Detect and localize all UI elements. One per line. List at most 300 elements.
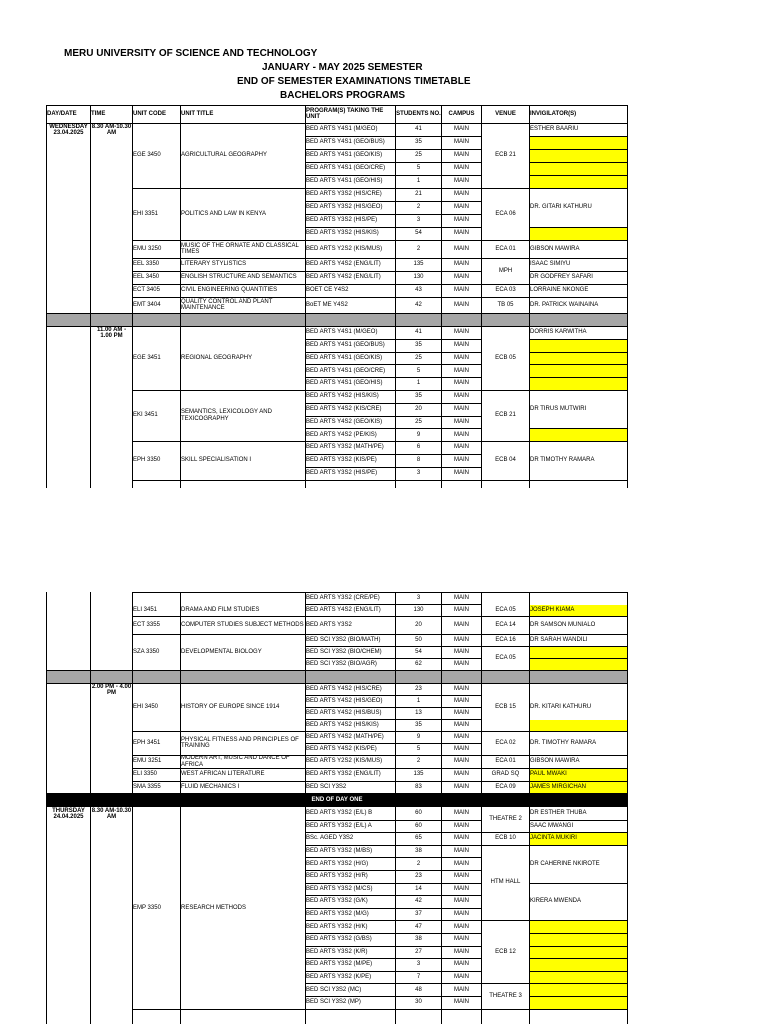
column-rule (46, 592, 47, 1024)
invigilator-blank-highlight (530, 947, 628, 959)
campus-cell: MAIN (454, 860, 469, 867)
program-cell: BED SCI Y3S2 (MC) (306, 986, 362, 993)
column-rule (180, 105, 181, 488)
campus-cell: MAIN (454, 342, 469, 349)
venue-cell: ECB 05 (495, 354, 516, 361)
invigilator-cell: DR CAHERINE NKIROTE (530, 860, 600, 867)
program-cell: BED ARTS Y3S2 (M/BS) (306, 847, 373, 854)
program-cell: BED ARTS Y3S2 (HIS/PE) (306, 217, 378, 224)
campus-cell: MAIN (454, 923, 469, 930)
campus-cell: MAIN (454, 783, 469, 790)
campus-cell: MAIN (454, 636, 469, 643)
students-cell: 62 (415, 660, 422, 667)
unit-title: AGRICULTURAL GEOGRAPHY (181, 152, 268, 159)
program-cell: BED ARTS Y3S2 (M/G) (306, 910, 369, 917)
students-cell: 20 (415, 621, 422, 628)
column-rule (46, 105, 47, 488)
venue-cell: ECA 02 (495, 739, 516, 746)
venue-cell: ECA 01 (495, 245, 516, 252)
students-cell: 135 (413, 771, 424, 778)
venue-cell: ECB 04 (495, 457, 516, 464)
unit-code: EHI 3450 (133, 703, 159, 710)
students-cell: 7 (416, 973, 421, 980)
students-cell: 42 (415, 301, 422, 308)
campus-cell: MAIN (454, 301, 469, 308)
program-cell: BED ARTS Y4S1 (M/GEO) (306, 329, 378, 336)
column-rule (529, 592, 530, 1024)
column-header-time: TIME (91, 110, 106, 117)
row-rule (529, 1009, 628, 1010)
invigilator-cell: DR. TIMOTHY RAMARA (530, 739, 597, 746)
program-cell: BED ARTS Y4S2 (HIS/KIS) (306, 393, 379, 400)
program-cell: BED ARTS Y4S1 (M/GEO) (306, 126, 378, 133)
students-cell: 6 (416, 444, 421, 451)
venue-cell: GRAD SQ (491, 771, 520, 778)
venue-cell: ECA 16 (495, 636, 516, 643)
campus-cell: MAIN (454, 245, 469, 252)
campus-cell: MAIN (454, 621, 469, 628)
invigilator-blank-highlight (530, 228, 628, 240)
students-cell: 35 (415, 342, 422, 349)
unit-code: EEL 3350 (133, 261, 160, 268)
exam-title: END OF SEMESTER EXAMINATIONS TIMETABLE (237, 76, 471, 87)
campus-cell: MAIN (454, 910, 469, 917)
timetable-page-2 (46, 592, 628, 1024)
unit-code: ECT 3355 (133, 621, 160, 628)
campus-cell: MAIN (454, 660, 469, 667)
invigilator-cell: DORRIS KARWITHA (530, 329, 587, 336)
campus-cell: MAIN (454, 393, 469, 400)
venue-cell: ECB 15 (495, 703, 516, 710)
students-cell: 3 (416, 594, 421, 601)
students-cell: 1 (416, 380, 421, 387)
unit-title: COMPUTER STUDIES SUBJECT METHODS (181, 621, 304, 628)
unit-title: PHYSICAL FITNESS AND PRINCIPLES OF TRAINING (181, 736, 299, 749)
invigilator-blank-highlight (530, 365, 628, 377)
campus-cell: MAIN (454, 606, 469, 613)
campus-cell: MAIN (454, 648, 469, 655)
invigilator-blank-highlight (530, 984, 628, 996)
venue-cell: ECA 09 (495, 783, 516, 790)
column-rule (90, 105, 91, 488)
students-cell: 21 (415, 191, 422, 198)
students-cell: 41 (415, 329, 422, 336)
campus-cell: MAIN (454, 354, 469, 361)
invigilator-blank-highlight (530, 176, 628, 188)
unit-title: CIVIL ENGINEERING QUANTITIES (181, 287, 278, 294)
program-title: BACHELORS PROGRAMS (280, 90, 406, 101)
row-rule (46, 326, 628, 327)
students-cell: 50 (415, 636, 422, 643)
students-cell: 3 (416, 217, 421, 224)
campus-cell: MAIN (454, 178, 469, 185)
invigilator-blank-highlight (530, 720, 628, 731)
campus-cell: MAIN (454, 418, 469, 425)
unit-title: WEST AFRICAN LITERATURE (181, 771, 265, 778)
unit-title: MODERN ART, MUSIC AND DANCE OF AFRICA (181, 755, 290, 768)
program-cell: BED ARTS Y3S2 (H/G) (306, 860, 369, 867)
students-cell: 2 (416, 860, 421, 867)
program-cell: BED ARTS Y4S2 (ENG/LIT) (306, 606, 381, 613)
invigilator-cell: DR. GITARI KATHURU (530, 204, 592, 211)
campus-cell: MAIN (454, 204, 469, 211)
invigilator-cell: DR. KITARI KATHURU (530, 703, 592, 710)
campus-cell: MAIN (454, 973, 469, 980)
invigilator-blank-highlight (530, 921, 628, 933)
campus-cell: MAIN (454, 261, 469, 268)
students-cell: 130 (413, 274, 424, 281)
invigilator-cell: ESTHER BAARIU (530, 126, 579, 133)
students-cell: 27 (415, 948, 422, 955)
program-cell: BED ARTS Y4S2 (ENG/LIT) (306, 274, 381, 281)
students-cell: 37 (415, 910, 422, 917)
campus-cell: MAIN (454, 999, 469, 1006)
program-cell: BED ARTS Y3S2 (HIS/PE) (306, 470, 378, 477)
program-cell: BED ARTS Y4S1 (GEO/CRE) (306, 367, 386, 374)
students-cell: 8 (416, 457, 421, 464)
program-cell: BED ARTS Y3S2 (G/BS) (306, 936, 372, 943)
invigilator-blank-highlight (530, 163, 628, 175)
program-cell: BED ARTS Y3S2 (K/R) (306, 948, 368, 955)
column-rule (395, 105, 396, 488)
students-cell: 35 (415, 721, 422, 728)
column-rule (395, 592, 396, 1024)
program-cell: BED ARTS Y4S1 (GEO/BUS) (306, 139, 385, 146)
column-rule (441, 592, 442, 1024)
invigilator-cell: DR SARAH WANDILI (530, 636, 588, 643)
campus-cell: MAIN (454, 470, 469, 477)
students-cell: 54 (415, 230, 422, 237)
students-cell: 65 (415, 835, 422, 842)
column-header-title: UNIT TITLE (181, 110, 214, 117)
column-rule (481, 105, 482, 488)
column-rule (627, 105, 628, 488)
venue-cell: ECB 21 (495, 152, 516, 159)
invigilator-cell: LORRAINE NKONGE (530, 287, 589, 294)
unit-code: EMT 3404 (133, 301, 161, 308)
invigilator-cell: DR GODFREY SAFARI (530, 274, 593, 281)
program-cell: BED ARTS Y3S2 (CRE/PE) (306, 594, 380, 601)
students-cell: 41 (415, 126, 422, 133)
program-cell: BED ARTS Y3S2 (306, 621, 352, 628)
campus-cell: MAIN (454, 721, 469, 728)
students-cell: 130 (413, 606, 424, 613)
campus-cell: MAIN (454, 217, 469, 224)
row-rule (132, 1009, 305, 1010)
program-cell: BED ARTS Y3S2 (HIS/KIS) (306, 230, 379, 237)
invigilator-cell: GIBSON MAWIRA (530, 758, 580, 765)
column-rule (481, 592, 482, 1024)
students-cell: 5 (416, 367, 421, 374)
program-cell: BED ARTS Y3S2 (H/R) (306, 873, 368, 880)
unit-code: SMA 3355 (133, 783, 161, 790)
campus-cell: MAIN (454, 771, 469, 778)
students-cell: 20 (415, 406, 422, 413)
time-slot: 8.30 AM-10.30 AM (91, 807, 132, 820)
column-rule (90, 592, 91, 1024)
unit-title: ENGLISH STRUCTURE AND SEMANTICS (181, 274, 297, 281)
program-cell: BED SCI Y3S2 (BIO/AGR) (306, 660, 377, 667)
campus-cell: MAIN (454, 191, 469, 198)
unit-code: EMP 3350 (133, 904, 161, 911)
section-separator (46, 670, 628, 683)
unit-title: SKILL SPECIALISATION I (181, 457, 252, 464)
students-cell: 60 (415, 810, 422, 817)
campus-cell: MAIN (454, 898, 469, 905)
time-slot: 2.00 PM - 4.00 PM (91, 683, 132, 696)
program-cell: BED ARTS Y4S2 (HIS/BUS) (306, 709, 382, 716)
invigilator-blank-highlight (530, 934, 628, 946)
venue-cell: HTM HALL (490, 879, 521, 886)
unit-title: LITERARY STYLISTICS (181, 261, 247, 268)
row-rule (46, 313, 628, 314)
row-rule (132, 123, 628, 124)
campus-cell: MAIN (454, 733, 469, 740)
unit-code: EMU 3250 (133, 245, 162, 252)
unit-title: POLITICS AND LAW IN KENYA (181, 210, 267, 217)
row-rule (46, 683, 628, 684)
campus-cell: MAIN (454, 126, 469, 133)
campus-cell: MAIN (454, 431, 469, 438)
students-cell: 35 (415, 393, 422, 400)
program-cell: BED ARTS Y3S2 (K/PE) (306, 973, 372, 980)
invigilator-blank-highlight (530, 659, 628, 670)
venue-cell: THEATRE 3 (489, 992, 522, 999)
semester-title: JANUARY - MAY 2025 SEMESTER (262, 62, 423, 73)
time-slot: 8.30 AM-10.30 AM (91, 123, 132, 136)
program-cell: BED ARTS Y4S2 (MATH/PE) (306, 733, 384, 740)
unit-title: DRAMA AND FILM STUDIES (181, 606, 260, 613)
invigilator-blank-highlight (530, 972, 628, 984)
program-cell: BED ARTS Y3S2 (MATH/PE) (306, 444, 384, 451)
invigilator-blank-highlight (530, 647, 628, 658)
program-cell: BED ARTS Y2S2 (KIS/MUS) (306, 245, 383, 252)
program-cell: BED ARTS Y4S1 (GEO/CRE) (306, 165, 386, 172)
unit-title: RESEARCH METHODS (181, 904, 247, 911)
campus-cell: MAIN (454, 367, 469, 374)
unit-code: ELI 3451 (133, 606, 158, 613)
students-cell: 23 (415, 873, 422, 880)
students-cell: 2 (416, 204, 421, 211)
column-header-venue: VENUE (495, 110, 516, 117)
row-rule (46, 670, 628, 671)
campus-cell: MAIN (454, 709, 469, 716)
column-rule (441, 105, 442, 488)
program-cell: BED ARTS Y4S2 (PE/KIS) (306, 431, 377, 438)
program-cell: BED ARTS Y3S2 (ENG/LIT) (306, 771, 381, 778)
end-of-day-banner: END OF DAY ONE (46, 793, 628, 807)
column-rule (132, 105, 133, 488)
campus-cell: MAIN (454, 847, 469, 854)
invigilator-blank-highlight (530, 353, 628, 365)
venue-cell: TB 05 (497, 301, 514, 308)
campus-cell: MAIN (454, 685, 469, 692)
students-cell: 25 (415, 152, 422, 159)
invigilator-blank-highlight (530, 340, 628, 352)
program-cell: BED ARTS Y4S2 (HIS/GEO) (306, 697, 383, 704)
column-header-students: STUDENTS NO. (396, 110, 441, 117)
students-cell: 83 (415, 783, 422, 790)
invigilator-cell: DR ESTHER THUBA (530, 810, 587, 817)
campus-cell: MAIN (454, 961, 469, 968)
unit-title: SEMANTICS, LEXICOLOGY AND TEXICOGRAPHY (181, 409, 272, 422)
students-cell: 1 (416, 178, 421, 185)
students-cell: 14 (415, 885, 422, 892)
campus-cell: MAIN (454, 948, 469, 955)
invigilator-cell: PAUL MWAKI (530, 771, 567, 778)
invigilator-cell: DR SAMSON MUNIALO (530, 621, 596, 628)
venue-cell: ECA 05 (495, 654, 516, 661)
students-cell: 43 (415, 287, 422, 294)
program-cell: BED ARTS Y4S2 (GEO/KIS) (306, 418, 383, 425)
program-cell: BED SCI Y3S2 (MP) (306, 999, 361, 1006)
students-cell: 38 (415, 847, 422, 854)
invigilator-blank-highlight (530, 378, 628, 390)
students-cell: 5 (416, 745, 421, 752)
invigilator-cell: GIBSON MAWIRA (530, 245, 580, 252)
students-cell: 38 (415, 936, 422, 943)
program-cell: BED ARTS Y4S1 (GEO/KIS) (306, 152, 383, 159)
invigilator-cell: JAMES MIRGICHAN (530, 783, 587, 790)
students-cell: 3 (416, 961, 421, 968)
invigilator-blank-highlight (530, 150, 628, 162)
students-cell: 5 (416, 165, 421, 172)
unit-code: EGE 3451 (133, 354, 161, 361)
campus-cell: MAIN (454, 810, 469, 817)
venue-cell: ECA 06 (495, 210, 516, 217)
unit-code: EMU 3251 (133, 758, 162, 765)
program-cell: BED ARTS Y3S2 (H/K) (306, 923, 368, 930)
invigilator-blank-highlight (530, 429, 628, 441)
program-cell: BoET ME Y4S2 (306, 301, 348, 308)
program-cell: BED ARTS Y4S2 (HIS/CRE) (306, 685, 382, 692)
unit-title: MUSIC OF THE ORNATE AND CLASSICAL TIMES (181, 242, 299, 255)
program-cell: BED ARTS Y4S2 (KIS/CRE) (306, 406, 382, 413)
venue-cell: ECA 14 (495, 621, 516, 628)
students-cell: 47 (415, 923, 422, 930)
program-cell: BED ARTS Y4S1 (GEO/HIS) (306, 178, 383, 185)
invigilator-blank-highlight (530, 137, 628, 149)
campus-cell: MAIN (454, 380, 469, 387)
students-cell: 54 (415, 648, 422, 655)
students-cell: 13 (415, 709, 422, 716)
students-cell: 48 (415, 986, 422, 993)
day-date: THURSDAY 24.04.2025 (52, 807, 85, 820)
row-rule (305, 1009, 481, 1010)
students-cell: 25 (415, 354, 422, 361)
students-cell: 9 (416, 733, 421, 740)
column-header-code: UNIT CODE (133, 110, 166, 117)
campus-cell: MAIN (454, 885, 469, 892)
campus-cell: MAIN (454, 457, 469, 464)
program-cell: BOET CE Y4S2 (306, 287, 349, 294)
campus-cell: MAIN (454, 274, 469, 281)
column-header-campus: CAMPUS (448, 110, 475, 117)
students-cell: 30 (415, 999, 422, 1006)
column-rule (132, 592, 133, 1024)
program-cell: BED ARTS Y4S1 (GEO/HIS) (306, 380, 383, 387)
invigilator-cell: DR. PATRICK WAINAINA (530, 301, 599, 308)
venue-cell: ECB 12 (495, 948, 516, 955)
campus-cell: MAIN (454, 152, 469, 159)
program-cell: BED ARTS Y4S2 (HIS/KIS) (306, 721, 379, 728)
row-rule (481, 480, 529, 481)
section-separator (46, 313, 628, 326)
campus-cell: MAIN (454, 139, 469, 146)
column-rule (627, 592, 628, 1024)
invigilator-cell: JACINTA MUKIRI (530, 835, 577, 842)
venue-cell: MPH (498, 267, 513, 274)
venue-cell: ECB 21 (495, 412, 516, 419)
unit-code: EPH 3451 (133, 739, 161, 746)
unit-code: EGE 3450 (133, 152, 161, 159)
invigilator-cell: KIRERA MWENDA (530, 898, 582, 905)
program-cell: BED ARTS Y4S2 (ENG/LIT) (306, 261, 381, 268)
venue-cell: ECA 05 (495, 606, 516, 613)
program-cell: BED ARTS Y2S2 (KIS/MUS) (306, 758, 383, 765)
program-cell: BED ARTS Y4S2 (KIS/PE) (306, 745, 377, 752)
venue-cell: ECB 10 (495, 835, 516, 842)
row-rule (132, 592, 628, 593)
campus-cell: MAIN (454, 594, 469, 601)
day-date: WEDNESDAY 23.04.2025 (49, 123, 88, 136)
unit-code: ECT 3405 (133, 287, 160, 294)
campus-cell: MAIN (454, 230, 469, 237)
campus-cell: MAIN (454, 873, 469, 880)
unit-code: SZA 3350 (133, 648, 160, 655)
venue-cell: THEATRE 2 (489, 816, 522, 823)
venue-cell: ECA 01 (495, 758, 516, 765)
students-cell: 35 (415, 139, 422, 146)
row-rule (132, 480, 305, 481)
program-cell: BED ARTS Y3S2 (HIS/GEO) (306, 204, 383, 211)
invigilator-cell: SAAC MWANGI (530, 822, 574, 829)
university-name: MERU UNIVERSITY OF SCIENCE AND TECHNOLOGY (64, 48, 318, 59)
invigilator-cell: ISAAC SIMIYU (530, 261, 571, 268)
campus-cell: MAIN (454, 822, 469, 829)
column-rule (305, 592, 306, 1024)
unit-code: EPH 3350 (133, 457, 161, 464)
program-cell: BED ARTS Y3S2 (M/PE) (306, 961, 373, 968)
program-cell: BED ARTS Y3S2 (E/L) A (306, 822, 372, 829)
campus-cell: MAIN (454, 986, 469, 993)
unit-title: DEVELOPMENTAL BIOLOGY (181, 648, 262, 655)
campus-cell: MAIN (454, 406, 469, 413)
invigilator-blank-highlight (530, 997, 628, 1009)
unit-code: EEL 3450 (133, 274, 160, 281)
campus-cell: MAIN (454, 444, 469, 451)
row-rule (529, 480, 628, 481)
campus-cell: MAIN (454, 758, 469, 765)
unit-title: QUALITY CONTROL AND PLANT MAINTENANCE (181, 298, 273, 311)
invigilator-cell: DR TIRUS MUTWIRI (530, 406, 587, 413)
venue-cell: ECA 03 (495, 287, 516, 294)
column-rule (180, 592, 181, 1024)
row-rule (305, 480, 481, 481)
program-cell: BED SCI Y3S2 (BIO/CHEM) (306, 648, 382, 655)
campus-cell: MAIN (454, 329, 469, 336)
program-cell: BED ARTS Y3S2 (G/K) (306, 898, 368, 905)
unit-title: HISTORY OF EUROPE SINCE 1914 (181, 703, 280, 710)
students-cell: 60 (415, 822, 422, 829)
students-cell: 135 (413, 261, 424, 268)
time-slot: 11.00 AM - 1.00 PM (96, 326, 127, 339)
row-rule (481, 1009, 529, 1010)
invigilator-cell: DR TIMOTHY RAMARA (530, 457, 595, 464)
program-cell: BED SCI Y3S2 (306, 783, 347, 790)
campus-cell: MAIN (454, 936, 469, 943)
students-cell: 2 (416, 245, 421, 252)
